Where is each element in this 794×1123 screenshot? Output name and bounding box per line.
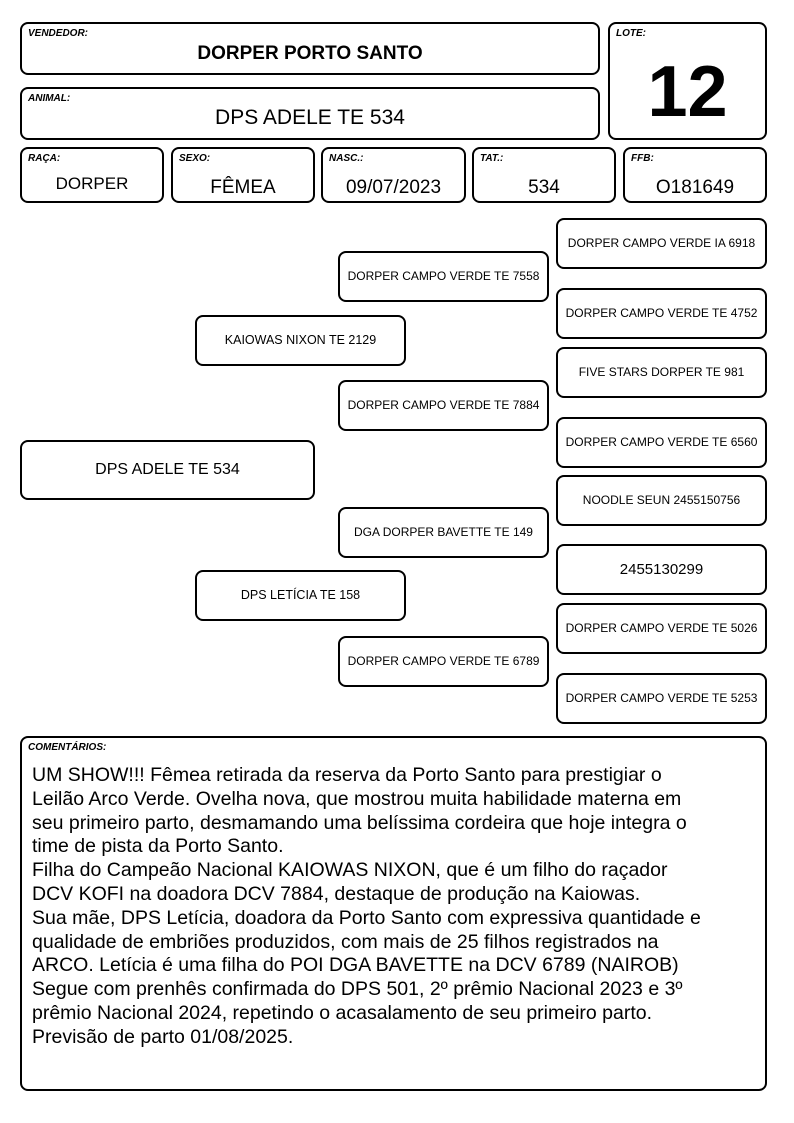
lot-box: [608, 22, 767, 140]
pedigree-ggp-2: DORPER CAMPO VERDE TE 4752: [556, 288, 767, 339]
sex-label: SEXO:: [179, 153, 211, 164]
pedigree-sire-dam: DORPER CAMPO VERDE TE 7884: [338, 380, 549, 431]
birth-value: 09/07/2023: [345, 177, 442, 198]
pedigree-ggp-6: 2455130299: [556, 544, 767, 595]
animal-box: [20, 87, 600, 140]
lot-label: LOTE:: [616, 28, 646, 39]
ffb-label: FFB:: [631, 153, 654, 164]
pedigree-sire-sire: DORPER CAMPO VERDE TE 7558: [338, 251, 549, 302]
breed-box: [20, 147, 164, 203]
seller-label: VENDEDOR:: [28, 28, 89, 39]
ffb-box: [623, 147, 767, 203]
pedigree-dam-sire: DGA DORPER BAVETTE TE 149: [338, 507, 549, 558]
pedigree-ggp-7: DORPER CAMPO VERDE TE 5026: [556, 603, 767, 654]
comments-text: UM SHOW!!! Fêmea retirada da reserva da Porto Santo para prestigiar o Leilão Arco Verde. Ovelha nova, que mostrou muita habilidade materna em seu primeiro parto, desmamando uma belíssima cordeira que hoje integra o time de pista da Porto Santo. Filha do Campeão Nacional KAIOWAS NIXON, que é um filho do raçador DCV KOFI na doadora DCV 7884, destaque de produção na Kaiowas. Sua mãe, DPS Letícia, doadora da Porto Santo com expressiva quantidade e qualidade de embriões produzidos, com mais de 25 filhos registrados na ARCO. Letícia é uma filha do POI DGA BAVETTE na DCV 6789 (NAIROB) Segue com prenhês confirmada do DPS 501, 2º prêmio Nacional 2023 e 3º prêmio Nacional 2024, repetindo o acasalamento de seu primeiro parto. Previsão de parto 01/08/2025.: [32, 764, 701, 1048]
tattoo-box: [472, 147, 616, 203]
pedigree-ggp-4: DORPER CAMPO VERDE TE 6560: [556, 417, 767, 468]
pedigree-animal: DPS ADELE TE 534: [20, 440, 315, 500]
ffb-value: O181649: [655, 177, 735, 198]
pedigree-sire: KAIOWAS NIXON TE 2129: [195, 315, 406, 366]
breed-label: RAÇA:: [28, 153, 61, 164]
sex-value: FÊMEA: [210, 177, 276, 198]
pedigree-ggp-1: DORPER CAMPO VERDE IA 6918: [556, 218, 767, 269]
birth-box: [321, 147, 466, 203]
animal-value: DPS ADELE TE 534: [215, 106, 405, 129]
lot-value: 12: [647, 52, 728, 132]
sex-box: [171, 147, 315, 203]
pedigree-ggp-8: DORPER CAMPO VERDE TE 5253: [556, 673, 767, 724]
comments-box: [20, 736, 767, 1091]
comments-label: COMENTÁRIOS:: [28, 742, 107, 753]
seller-value: DORPER PORTO SANTO: [197, 43, 423, 64]
pedigree-ggp-5: NOODLE SEUN 2455150756: [556, 475, 767, 526]
pedigree-ggp-3: FIVE STARS DORPER TE 981: [556, 347, 767, 398]
tattoo-value: 534: [528, 177, 560, 198]
birth-label: NASC.:: [329, 153, 364, 164]
tattoo-label: TAT.:: [480, 153, 504, 164]
pedigree-dam: DPS LETÍCIA TE 158: [195, 570, 406, 621]
animal-label: ANIMAL:: [28, 93, 71, 104]
pedigree-dam-dam: DORPER CAMPO VERDE TE 6789: [338, 636, 549, 687]
seller-box: [20, 22, 600, 75]
breed-value: DORPER: [55, 174, 129, 193]
